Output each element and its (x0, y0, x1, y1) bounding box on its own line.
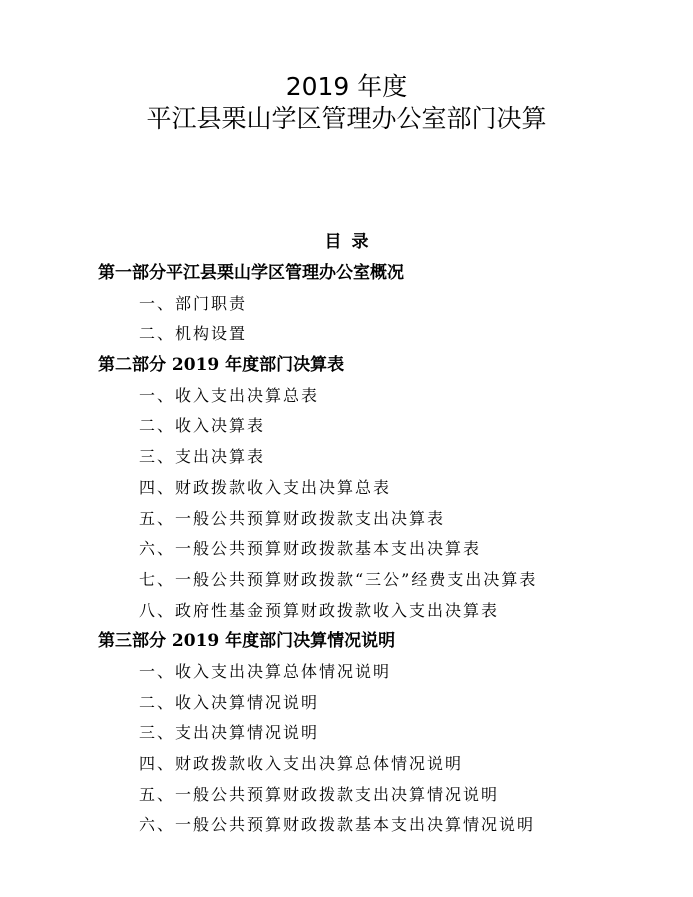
title-year: 2019 年度 (285, 72, 408, 101)
toc-part-3 (0, 626, 693, 841)
toc-item: 八、政府性基金预算财政拨款收入支出决算表 (139, 600, 500, 620)
document-title: 平江县栗山学区管理办公室部门决算 (146, 104, 547, 133)
toc-item: 五、一般公共预算财政拨款支出决算表 (139, 508, 446, 528)
toc-part-1 (0, 258, 693, 350)
toc-item: 三、支出决算情况说明 (139, 723, 320, 743)
toc-heading: 目录 (324, 232, 379, 252)
toc-part-items (0, 289, 693, 350)
toc-part-2 (0, 350, 693, 626)
toc-part-title: 第一部分平江县栗山学区管理办公室概况 (98, 263, 404, 283)
toc-item: 二、机构设置 (139, 324, 248, 344)
toc-part-items (0, 381, 693, 627)
toc-item: 四、财政拨款收入支出决算总体情况说明 (139, 754, 464, 773)
toc-item: 一、收入支出决算总体情况说明 (139, 661, 392, 681)
toc-item: 六、一般公共预算财政拨款基本支出决算表 (139, 539, 482, 559)
toc-item: 三、支出决算表 (139, 447, 266, 467)
toc-part-title: 第三部分 2019 年度部门决算情况说明 (98, 631, 396, 652)
table-of-contents (0, 258, 693, 841)
toc-item: 五、一般公共预算财政拨款支出决算情况说明 (139, 784, 500, 804)
toc-part-title: 第二部分 2019 年度部门决算表 (98, 355, 345, 376)
toc-item: 四、财政拨款收入支出决算总表 (139, 477, 392, 497)
toc-item: 一、收入支出决算总表 (139, 385, 320, 405)
toc-item: 六、一般公共预算财政拨款基本支出决算情况说明 (139, 815, 536, 835)
toc-item: 一、部门职责 (139, 293, 248, 313)
toc-part-items (0, 657, 693, 841)
toc-item: 二、收入决算表 (139, 416, 266, 436)
toc-item: 七、一般公共预算财政拨款“三公”经费支出决算表 (139, 569, 538, 589)
toc-item: 二、收入决算情况说明 (139, 692, 320, 712)
